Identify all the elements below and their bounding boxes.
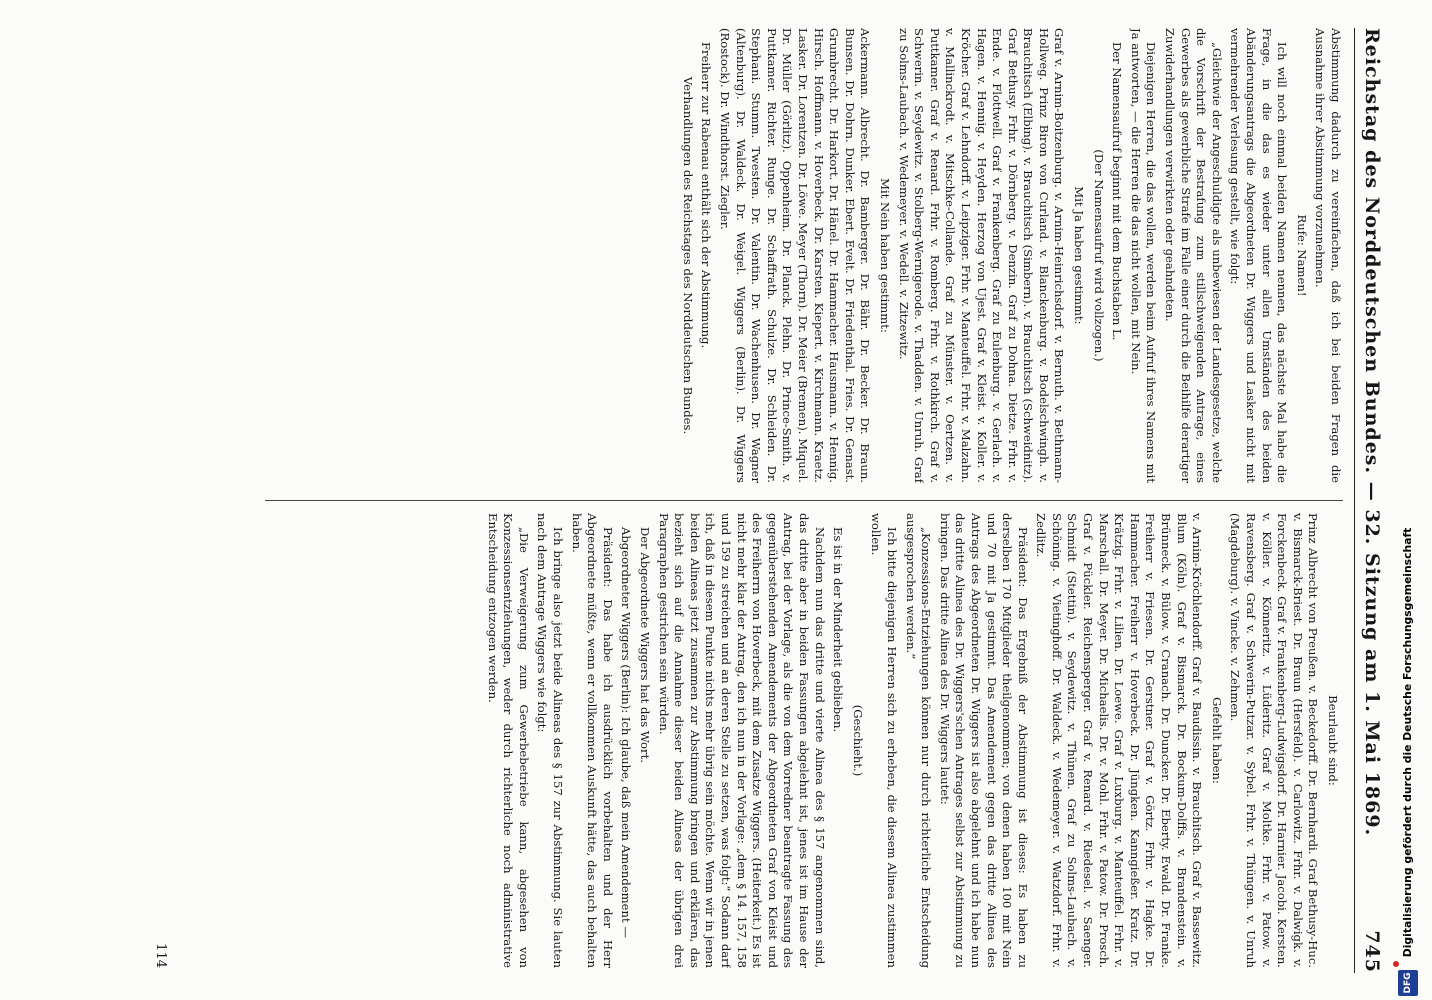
name-list: Prinz Albrecht von Preußen. v. Beckedorff. Dr. Bernhardi. Graf Bethusy-Huc. v. Bismarck-Briest. Dr. Braun (Hersfeld). v. Carlowitz. Frhr. v. Dalwigk. v. Forckenbeck. Graf v. Frankenberg-Ludwigsdorf. Dr. Harnier. Jacobi. Kersten. v. Köller. v. Könneritz. v. Lüderitz. Graf v. Moltke. Frhr. v. Patow. v. Ravensberg. Graf v. Schwerin-Putzar. v. Sybel. Frhr. v. Thüngen. v. Unruh (Magdeburg). v. Vincke. v. Zehmen. — [1228, 513, 1321, 968]
section-heading: Mit Ja haben gestimmt: — [1072, 186, 1087, 325]
paragraph: Ich will noch einmal beiden Namen nennen, das nächste Mal habe die Frage, in die das es wieder unter allen Umständen des beiden Abänderungsantrags die Abgeordneten Dr. Wiggers und Lasker nicht mit vermehrender Verlesung gestellt, wie folgt: — [1228, 28, 1290, 483]
paragraph: Abgeordneter Wiggers (Berlin): Ich glaube, daß mein Amendement — — [619, 527, 634, 938]
paragraph: „Gleichwie der Angeschuldigte als unbewiesen der Landesgesetze, welche die Vorschrift der Bestrafung zum stillschweigenden Antrage, eines Gewerbes als gewerbliche Strafe im Falle einer durch die Beihilfe derartiger Zuwiderhandlungen verwirkten oder geahndeten. — [1163, 28, 1224, 483]
paragraph: Ich bitte diejenigen Herren sich zu erheben, die diesem Alinea zustimmen wollen. — [869, 513, 899, 968]
name-list: Graf v. Arnim-Boitzenburg. v. Arnim-Heinrichsdorf. v. Bernuth. v. Bethmann-Hollweg. Prinz Biron von Curland. v. Blanckenburg. v. Bodelschwingh. v. Brauchitsch (Elbing). v. Brauchitsch (Simbern). v. Brauchitsch (Schweidnitz). Graf Bethusy. Frhr. v. Dörnberg. v. Denzin. Graf zu Dohna. Dietze. Frhr. v. Ende. v. Flottwell. Graf v. Frankenberg. Graf zu Eulenburg. v. Gerlach. v. Hagen. v. Hennig. v. Heyden. Herzog von Ujest. Graf v. Kleist. v. Koller. v. Kröcher. Graf v. Lehndorff. v. Leipziger. Frhr. v. Manteuffel. Frhr. v. Malzahn. v. Mallinckrodt. v. Mitschke-Collande. Graf zu Münster. v. Oertzen. v. Puttkamer. Graf v. Renard. Frhr. v. Romberg. Frhr. v. Rothkirch. Graf v. Schwerin. v. Seydewitz. v. Stolberg-Wernigerode. v. Thadden. v. Unruh. Graf zu Solms-Laubach. v. Wedemeyer. v. Wedell. v. Zitzewitz. — [896, 28, 1067, 483]
left-column — [165, 28, 1343, 483]
paragraph: (Der Namensaufruf wird vollzogen.) — [1091, 149, 1106, 362]
column-divider — [265, 500, 1343, 501]
page-number: 745 — [1361, 930, 1383, 973]
footnote-number: 114 — [153, 943, 168, 968]
paragraph: Der Namensaufruf beginnt mit dem Buchstaben L. — [1110, 42, 1125, 341]
paragraph: „Konzessions-Entziehungen können nur durch richterliche Entscheidung ausgesprochen werden.“ — [903, 513, 934, 968]
paragraph: Der Abgeordnete Wiggers hat das Wort. — [638, 527, 653, 763]
paragraph: Abstimmung dadurch zu vereinfachen, daß ich bei beiden Fragen die Ausnahme ihrer Abstimmung vorzunehmen. — [1313, 28, 1343, 483]
logo-dot-icon — [1393, 961, 1399, 967]
page-title: Reichstag des Norddeutschen Bundes. — 32. Sitzung am 1. Mai 1869. — [1361, 28, 1383, 837]
paragraph: Diejenigen Herren, die das wollen, werden beim Aufruf ihres Namens mit Ja antworten, — die Herren die das nicht wollen, mit Nein. — [1128, 28, 1159, 483]
paragraph: Ich bringe also jetzt beide Alineas des § 157 zur Abstimmung. Sie lauten nach dem Antrage Wiggers wie folgt: — [535, 513, 566, 968]
funding-note: Digitalisierung gefördert durch die Deutsche Forschungsgemeinschaft — [1401, 527, 1414, 958]
name-list: Ackermann. Albrecht. Dr. Bamberger. Dr. Bähr. Dr. Becker. Dr. Braun. Bunsen. Dr. Dohrn. Dunker. Ebert. Evelt. Dr. Friedenthal. Fries. Dr. Genast. Grumbrecht. Dr. Harkort. Dr. Hänel. Dr. Hammacher. Hausmann. v. Hennig. Hirsch. Hoffmann. v. Hoverbeck. Dr. Karsten. Kiepert. v. Kirchmann. Kraetz. Lasker. Dr. Lorentzen. Dr. Löwe. Meyer (Thorn). Dr. Meier (Bremen). Miquel. Dr. Müller (Görlitz). Oppenheim. Dr. Planck. Plehn. Dr. Prince-Smith. v. Puttkamer. Richter. Runge. Dr. Schaffrath. Schulze. Dr. Schleiden. Dr. Stephani. Stumm. Twesten. Dr. Valentin. Dr. Wachenhusen. Dr. Wagner (Altenburg). Dr. Waldeck. Dr. Weigel. Wiggers (Berlin). Dr. Wiggers (Rostock). Dr. Windthorst. Ziegler. — [718, 28, 873, 483]
section-heading: Gefehlt haben: — [1209, 697, 1224, 784]
paragraph: Nachdem nun das dritte und vierte Alinea des § 157 angenommen sind, das dritte aber in beiden Fassungen abgelehnt ist, jenes ist im Hause der Antrag, bei der Vorlage, als die von dem Vorredner beantragte Fassung des gegenüberstehenden Amendements der Abgeordneten Graf von Kleist und des Freiherrn von Hoverbeck, mit dem Zusatze Wiggers. (Heiterkeit.) Es ist nicht mehr klar der Antrag, den ich nun in der Vorlage: „dem § 14. 157, 158 und 159 zu streichen und an deren Stelle zu setzen, was folgt:“ Sodann darf ich, daß in diesem Punkte nichts mehr übrig sein möchte. Wenn wir in jenen beiden Alineas jetzt zusammen zur Abstimmung bringen und erklären, das bezieht sich auf die Annahme dieser beiden Alineas der übrigen drei Paragraphen gestrichen sein würden. — [656, 513, 827, 968]
paragraph: Freiherr zur Rabenau enthält sich der Abstimmung. — [699, 42, 714, 349]
section-heading: Beurlaubt sind: — [1326, 695, 1340, 786]
dfg-logo-icon: DFG — [1398, 970, 1418, 996]
newspaper-page — [115, 8, 1385, 993]
section-heading: Mit Nein haben gestimmt: — [877, 178, 892, 333]
paragraph: (Geschieht.) — [850, 704, 865, 777]
paragraph: Präsident: Das habe ich ausdrücklich vorbehalten und der Herr Abgeordnete müßte, wenn er vollkommen Auskunft hätte, das auch behalten haben. — [569, 513, 615, 968]
paragraph: Rufe: Namen! — [1294, 214, 1309, 297]
page-header — [1354, 28, 1385, 973]
paragraph: Es ist in der Minderheit geblieben. — [831, 527, 846, 733]
name-list: v. Arnim-Kröchlendorff. Graf v. Baudissin. v. Brauchitsch. Graf v. Bassewitz. Blum (Köln). Graf v. Bismarck. Dr. Bockum-Dolffs. v. Brandenstein. v. Brünneck. v. Bülow. v. Cranach. Dr. Duncker. Dr. Eberty. Ewald. Dr. Franke. Freiherr v. Friesen. Dr. Gerstner. Graf v. Görtz. Frhr. v. Hagke. Dr. Hammacher. Freiherr v. Hoverbeck. Dr. Jüngken. Kanngießer. Kratz. Dr. Krätzig. Frhr. v. Lilien. Dr. Loewe. Graf v. Luxburg. v. Manteuffel. Frhr. v. Marschall. Dr. Meyer. Dr. Michaelis. Dr. v. Mohl. Frhr. v. Patow. Dr. Prosch. Graf v. Pückler. Reichensperger. Graf v. Renard. v. Riedesel. v. Saenger. Schmidt (Stettin). v. Seydewitz. v. Thünen. Graf zu Solms-Laubach. v. Schöning. v. Vietinghoff. Dr. Waldeck. v. Wedemeyer. v. Watzdorf. Frhr. v. Zedlitz. — [1034, 513, 1205, 968]
right-column — [165, 513, 1343, 968]
funding-sidebar — [1393, 5, 1423, 1000]
paragraph: Verhandlungen des Reichstages des Norddeutschen Bundes. — [680, 76, 695, 435]
paragraph: Präsident: Das Ergebniß der Abstimmung ist dieses: Es haben zu derselben 170 Mitglieder theilgenommen; von denen haben 100 mit Nein und 70 mit Ja gestimmt. Das Amendement gegen das dritte Alinea des Antrags des Abgeordneten Dr. Wiggers ist also abgelehnt und ich habe nun das dritte Alinea des Dr. Wiggers'schen Antrages selbst zur Abstimmung zu bringen. Das dritte Alinea des Dr. Wiggers lautet: — [937, 513, 1030, 968]
paragraph: „Die Verweigerung zum Gewerbebetriebe kann, abgesehen von Konzessionsentziehungen, weder durch richterliche noch administrative Entscheidung entzogen werden. — [485, 513, 531, 968]
